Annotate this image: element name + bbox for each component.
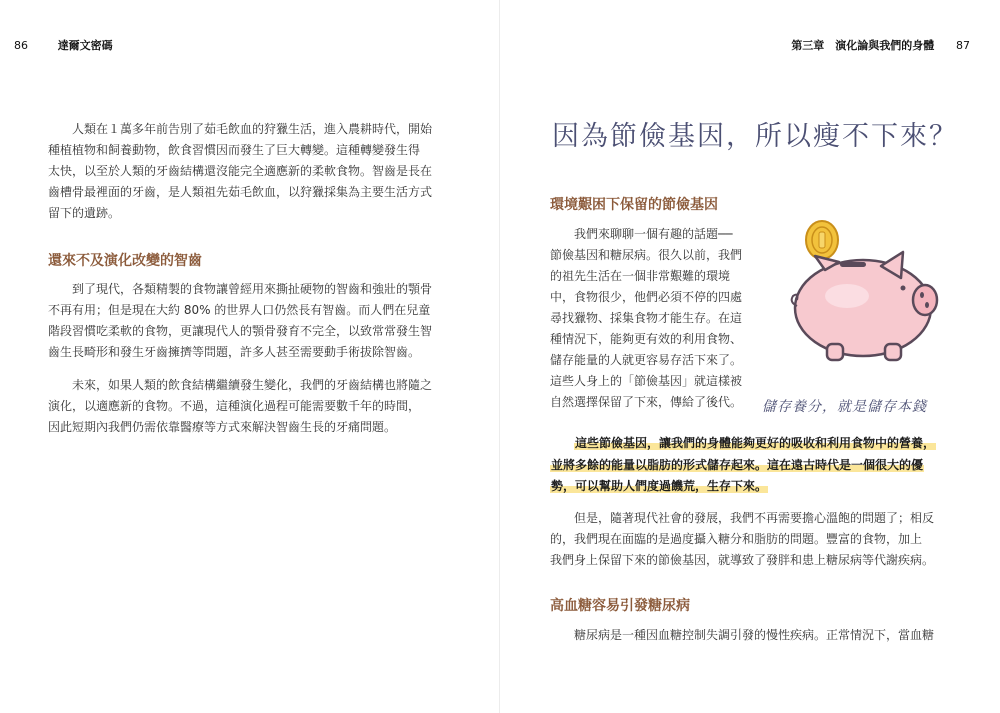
text-line: 節儉基因和糖尿病。很久以前，我們: [550, 248, 743, 262]
left-paragraph-3: [48, 375, 432, 438]
text-line: 的祖先生活在一個非常艱難的環境: [550, 269, 731, 283]
left-section-heading: 還來不及演化改變的智齒: [48, 253, 202, 269]
right-running-title: 第三章 演化論與我們的身體: [791, 39, 935, 52]
text-line: 演化，以適應新的食物。不過，這種演化過程可能需要數千年的時間，: [48, 399, 421, 413]
text-line: 自然選擇保留了下來，傳給了後代。: [550, 395, 743, 409]
gold-coin-icon: [806, 221, 838, 259]
highlight-line: 這些節儉基因，讓我們的身體能夠更好的吸收和利用食物中的營養，: [575, 436, 936, 450]
piggy-bank-illustration: [785, 218, 947, 368]
highlight-line: 並將多餘的能量以脂肪的形式儲存起來。這在遠古時代是一個很大的優: [551, 457, 924, 472]
text-line: 種植植物和飼養動物，飲食習慣因而發生了巨大轉變。這種轉變發生得: [48, 143, 421, 157]
text-line: 留下的遺跡。: [48, 206, 121, 220]
text-line: 太快，以至於人類的牙齒結構還沒能完全適應新的柔軟食物。智齒是長在: [48, 164, 433, 178]
text-line: 這些人身上的「節儉基因」就這樣被: [550, 374, 743, 388]
highlight-line: 勢，可以幫助人們度過饑荒，生存下來。: [551, 479, 768, 493]
text-line: 我們身上保留下來的節儉基因，就導致了發胖和患上糖尿病等代謝疾病。: [550, 553, 935, 567]
right-paragraph-3: [550, 625, 934, 646]
text-line: 種情況下，能夠更有效的利用食物、: [550, 332, 743, 346]
right-page-number: 87: [956, 39, 970, 52]
text-line: 到了現代，各類精製的食物讓曾經用來撕扯硬物的智齒和強壯的顎骨: [72, 282, 433, 296]
left-page-header: [14, 37, 113, 53]
text-line: 中，食物很少，他們必須不停的四處: [550, 290, 743, 304]
right-paragraph-2: [550, 508, 934, 571]
text-line: 但是，隨著現代社會的發展，我們不再需要擔心溫飽的問題了；相反: [574, 511, 935, 525]
illustration-caption: 儲存養分，就是儲存本錢: [762, 399, 927, 415]
text-line: 因此短期內我們仍需依靠醫療等方式來解決智齒生長的牙痛問題。: [48, 420, 397, 434]
right-section-heading-2: 高血糖容易引發糖尿病: [550, 598, 690, 614]
text-line: 人類在１萬多年前告別了茹毛飲血的狩獵生活，進入農耕時代，開始: [72, 122, 433, 136]
text-line: 糖尿病是一種因血糖控制失調引發的慢性疾病。正常情況下，當血糖: [574, 628, 935, 642]
text-line: 齒生長畸形和發生牙齒擁擠等問題，許多人甚至需要動手術拔除智齒。: [48, 345, 421, 359]
text-line: 階段習慣吃柔軟的食物，更讓現代人的顎骨發育不完全，以致常常發生智: [48, 324, 433, 338]
text-line: 我們來聊聊一個有趣的話題──: [574, 227, 733, 241]
right-section-heading-1: 環境艱困下保留的節儉基因: [550, 197, 718, 213]
left-page-number: 86: [14, 39, 28, 52]
text-line: 的，我們現在面臨的是過度攝入糖分和脂肪的問題。豐富的食物，加上: [550, 532, 923, 546]
text-line: 不再有用；但是現在大約 80% 的世界人口仍然長有智齒。而人們在兒童: [48, 303, 431, 317]
chapter-heading: 因為節儉基因，所以瘦不下來？: [552, 121, 958, 152]
highlighted-passage: [550, 433, 960, 498]
left-paragraph-2: [48, 279, 432, 363]
right-page-header: [791, 37, 970, 53]
left-running-title: 達爾文密碼: [57, 39, 113, 52]
text-line: 儲存能量的人就更容易存活下來了。: [550, 353, 743, 367]
right-paragraph-1: [550, 224, 742, 413]
left-paragraph-1: [48, 119, 432, 224]
text-line: 未來，如果人類的飲食結構繼續發生變化，我們的牙齒結構也將隨之: [72, 378, 433, 392]
text-line: 齒槽骨最裡面的牙齒，是人類祖先茹毛飲血，以狩獵採集為主要生活方式: [48, 185, 433, 199]
text-line: 尋找獵物、採集食物才能生存。在這: [550, 311, 743, 325]
right-page: [500, 0, 1000, 713]
